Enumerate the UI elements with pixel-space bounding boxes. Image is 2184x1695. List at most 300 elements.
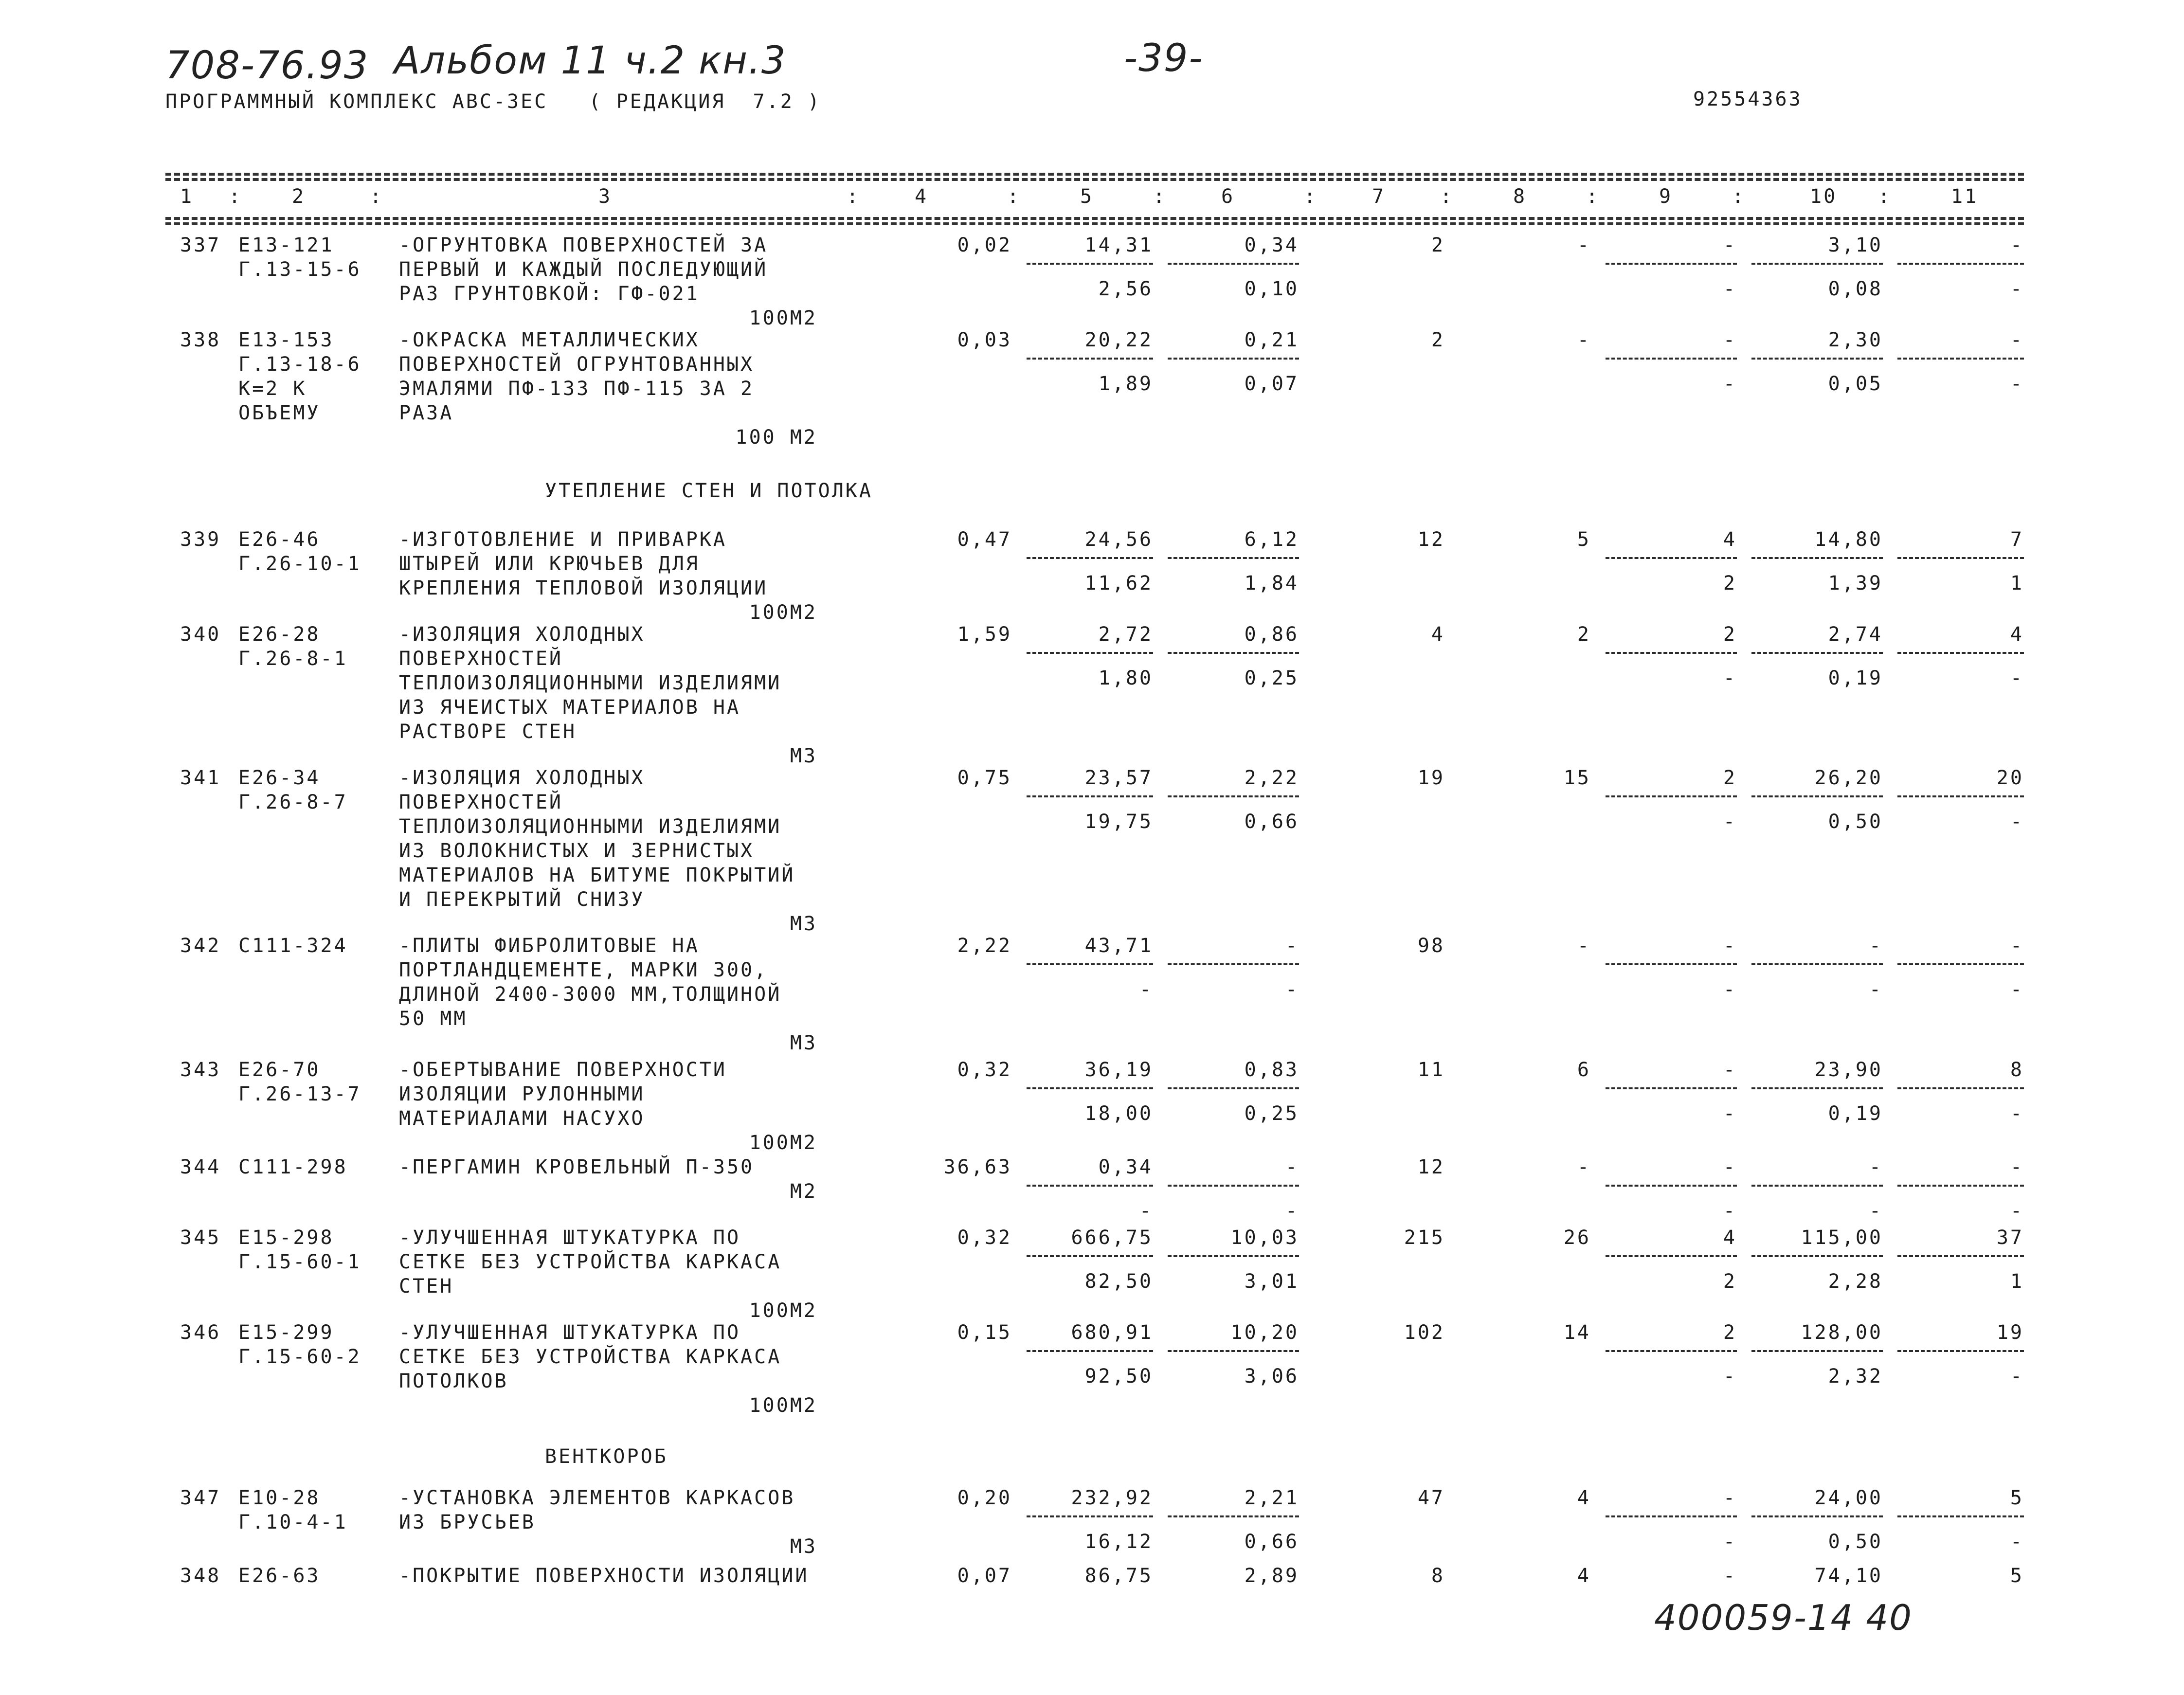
column-header: 2 <box>292 185 306 208</box>
cell-c10: 2,30 <box>1828 329 1883 351</box>
cell-c9: 2 <box>1723 1321 1737 1344</box>
cell-c7: 47 <box>1417 1487 1445 1509</box>
column-header: 1 <box>180 185 194 208</box>
cell-divider <box>1751 358 1883 360</box>
cell-divider <box>1897 1087 2024 1089</box>
cell-divider <box>1897 358 2024 360</box>
unit-of-measure: 100М2 <box>749 601 817 624</box>
cell-c7: 19 <box>1417 767 1445 789</box>
cell-c4: 0,32 <box>957 1226 1012 1249</box>
cell-c5: 23,57 <box>1084 767 1153 789</box>
cell-c6b: 0,10 <box>1244 278 1299 300</box>
column-separator: : <box>229 185 241 208</box>
cell-divider <box>1751 1087 1883 1089</box>
price-code: Г.10-4-1 <box>238 1511 348 1533</box>
cell-c7: 12 <box>1417 1156 1445 1178</box>
cell-c11b: - <box>2010 1531 2024 1553</box>
work-description: ПОВЕРХНОСТЕЙ <box>399 791 563 813</box>
cell-c5: 0,34 <box>1098 1156 1153 1178</box>
cell-c6: 10,20 <box>1230 1321 1299 1344</box>
cell-c9b: 2 <box>1723 1270 1737 1293</box>
cell-divider <box>1897 963 2024 965</box>
cell-c11: - <box>2010 1156 2024 1178</box>
price-code: Е13-153 <box>238 329 334 351</box>
cell-c10: 115,00 <box>1801 1226 1883 1249</box>
row-number: 346 <box>180 1321 221 1344</box>
work-description: РАЗА <box>399 402 454 424</box>
section-title: УТЕПЛЕНИЕ СТЕН И ПОТОЛКА <box>545 480 873 502</box>
price-code: Г.15-60-1 <box>238 1251 361 1273</box>
cell-c9: 4 <box>1723 528 1737 551</box>
cell-c6: 0,86 <box>1244 623 1299 646</box>
cell-divider <box>1027 963 1153 965</box>
cell-c11: - <box>2010 329 2024 351</box>
cell-c9: - <box>1723 1156 1737 1178</box>
work-description: ПОРТЛАНДЦЕМЕНТЕ, МАРКИ 300, <box>399 959 768 981</box>
cell-c10b: 0,50 <box>1828 811 1883 833</box>
work-description: -ОКРАСКА МЕТАЛЛИЧЕСКИХ <box>399 329 700 351</box>
handwritten-album: Альбом 11 ч.2 кн.3 <box>394 39 787 83</box>
price-code: Е26-28 <box>238 623 321 646</box>
cell-c10: 14,80 <box>1814 528 1883 551</box>
price-code: Г.13-15-6 <box>238 258 361 281</box>
cell-divider <box>1606 1350 1737 1352</box>
price-code: Е10-28 <box>238 1487 321 1509</box>
cell-divider <box>1897 557 2024 559</box>
cell-c11b: - <box>2010 1102 2024 1125</box>
cell-c10: 128,00 <box>1801 1321 1883 1344</box>
cell-c11b: - <box>2010 278 2024 300</box>
cell-c4: 2,22 <box>957 935 1012 957</box>
cell-c6: 6,12 <box>1244 528 1299 551</box>
cell-c10b: 0,19 <box>1828 1102 1883 1125</box>
price-code: ОБЪЕМУ <box>238 402 321 424</box>
cell-c10b: 0,50 <box>1828 1531 1883 1553</box>
cell-c7: 2 <box>1431 329 1445 351</box>
column-header: 9 <box>1659 185 1673 208</box>
row-number: 344 <box>180 1156 221 1178</box>
price-code: Г.15-60-2 <box>238 1346 361 1368</box>
cell-divider <box>1751 1515 1883 1517</box>
cell-divider <box>1168 1185 1299 1187</box>
price-code: Г.26-8-7 <box>238 791 348 813</box>
cell-c5b: 19,75 <box>1084 811 1153 833</box>
cell-c10b: 1,39 <box>1828 572 1883 595</box>
cell-c9b: - <box>1723 373 1737 395</box>
cell-c5: 43,71 <box>1084 935 1153 957</box>
work-description: МАТЕРИАЛОВ НА БИТУМЕ ПОКРЫТИЙ <box>399 864 795 886</box>
price-code: Е13-121 <box>238 234 334 256</box>
unit-of-measure: М3 <box>790 1535 817 1558</box>
cell-c11: 5 <box>2010 1487 2024 1509</box>
price-code: Г.26-13-7 <box>238 1083 361 1105</box>
cell-c9: - <box>1723 935 1737 957</box>
work-description: ТЕПЛОИЗОЛЯЦИОННЫМИ ИЗДЕЛИЯМИ <box>399 672 782 694</box>
cell-c6: 2,21 <box>1244 1487 1299 1509</box>
work-description: -УСТАНОВКА ЭЛЕМЕНТОВ КАРКАСОВ <box>399 1487 795 1509</box>
cell-divider <box>1027 1185 1153 1187</box>
price-code: Е26-46 <box>238 528 321 551</box>
price-code: Е26-70 <box>238 1059 321 1081</box>
work-description: СЕТКЕ БЕЗ УСТРОЙСТВА КАРКАСА <box>399 1346 782 1368</box>
cell-divider <box>1168 1255 1299 1257</box>
cell-c4: 0,20 <box>957 1487 1012 1509</box>
cell-divider <box>1751 1350 1883 1352</box>
cell-c5b: 11,62 <box>1084 572 1153 595</box>
cell-c6b: 3,06 <box>1244 1365 1299 1388</box>
cell-c10: 23,90 <box>1814 1059 1883 1081</box>
cell-c5b: - <box>1139 978 1153 1001</box>
cell-c8: 4 <box>1577 1565 1591 1587</box>
price-code: Г.26-10-1 <box>238 553 361 575</box>
work-description: -ИЗОЛЯЦИЯ ХОЛОДНЫХ <box>399 623 645 646</box>
column-header: 8 <box>1513 185 1527 208</box>
work-description: ЭМАЛЯМИ ПФ-133 ПФ-115 ЗА 2 <box>399 378 755 400</box>
cell-c6b: 0,66 <box>1244 1531 1299 1553</box>
cell-divider <box>1897 1515 2024 1517</box>
column-header: 4 <box>915 185 929 208</box>
row-number: 341 <box>180 767 221 789</box>
cell-c11b: - <box>2010 978 2024 1001</box>
work-description: КРЕПЛЕНИЯ ТЕПЛОВОЙ ИЗОЛЯЦИИ <box>399 577 768 599</box>
work-description: 50 ММ <box>399 1008 468 1030</box>
cell-divider <box>1606 652 1737 654</box>
price-code: Г.26-8-1 <box>238 648 348 670</box>
cell-c4: 0,32 <box>957 1059 1012 1081</box>
cell-c9b: - <box>1723 978 1737 1001</box>
cell-divider <box>1606 795 1737 797</box>
cell-c8: - <box>1577 234 1591 256</box>
cell-c8: 15 <box>1563 767 1591 789</box>
column-separator: : <box>1878 185 1890 208</box>
cell-c9: 2 <box>1723 623 1737 646</box>
unit-of-measure: 100 М2 <box>735 426 817 449</box>
cell-divider <box>1606 358 1737 360</box>
cell-divider <box>1027 1350 1153 1352</box>
handwritten-stamp: 400059-14 40 <box>1654 1597 1913 1638</box>
work-description: ШТЫРЕЙ ИЛИ КРЮЧЬЕВ ДЛЯ <box>399 553 700 575</box>
cell-divider <box>1751 1185 1883 1187</box>
price-code: Е26-34 <box>238 767 321 789</box>
cell-c9b: - <box>1723 1365 1737 1388</box>
handwritten-page-mark: -39- <box>1124 36 1204 80</box>
cell-c11b: - <box>2010 811 2024 833</box>
cell-c10b: 0,05 <box>1828 373 1883 395</box>
cell-c6b: 0,25 <box>1244 667 1299 689</box>
unit-of-measure: М2 <box>790 1180 817 1203</box>
cell-c11b: - <box>2010 667 2024 689</box>
cell-divider <box>1027 263 1153 265</box>
header-bottom-rule <box>165 217 2024 220</box>
column-header: 5 <box>1080 185 1094 208</box>
cell-c10b: 2,32 <box>1828 1365 1883 1388</box>
work-description: -ИЗГОТОВЛЕНИЕ И ПРИВАРКА <box>399 528 727 551</box>
cell-c5: 20,22 <box>1084 329 1153 351</box>
row-number: 342 <box>180 935 221 957</box>
row-number: 348 <box>180 1565 221 1587</box>
column-separator: : <box>1732 185 1744 208</box>
cell-c10b: 0,19 <box>1828 667 1883 689</box>
row-number: 340 <box>180 623 221 646</box>
work-description: МАТЕРИАЛАМИ НАСУХО <box>399 1107 645 1130</box>
cell-c7: 215 <box>1404 1226 1445 1249</box>
cell-c5b: - <box>1139 1200 1153 1222</box>
cell-c10: 24,00 <box>1814 1487 1883 1509</box>
cell-c5b: 16,12 <box>1084 1531 1153 1553</box>
cell-c11: 5 <box>2010 1565 2024 1587</box>
cell-c6: 2,22 <box>1244 767 1299 789</box>
work-description: -ОГРУНТОВКА ПОВЕРХНОСТЕЙ ЗА <box>399 234 768 256</box>
column-separator: : <box>1304 185 1316 208</box>
column-header: 3 <box>598 185 613 208</box>
cell-c10: - <box>1869 1156 1883 1178</box>
work-description: ПОВЕРХНОСТЕЙ ОГРУНТОВАННЫХ <box>399 353 755 376</box>
cell-c9: - <box>1723 1059 1737 1081</box>
cell-c5: 232,92 <box>1071 1487 1153 1509</box>
cell-divider <box>1168 557 1299 559</box>
cell-c11b: - <box>2010 373 2024 395</box>
cell-divider <box>1606 1255 1737 1257</box>
column-separator: : <box>1007 185 1019 208</box>
cell-c5: 86,75 <box>1084 1565 1153 1587</box>
cell-c5b: 1,89 <box>1098 373 1153 395</box>
cell-divider <box>1168 1087 1299 1089</box>
cell-c11: - <box>2010 234 2024 256</box>
cell-divider <box>1897 652 2024 654</box>
cell-c7: 8 <box>1431 1565 1445 1587</box>
cell-c7: 4 <box>1431 623 1445 646</box>
cell-c11: - <box>2010 935 2024 957</box>
cell-divider <box>1168 963 1299 965</box>
cell-c10: 2,74 <box>1828 623 1883 646</box>
cell-c6b: 3,01 <box>1244 1270 1299 1293</box>
cell-c5: 14,31 <box>1084 234 1153 256</box>
price-code: Г.13-18-6 <box>238 353 361 376</box>
cell-c4: 0,47 <box>957 528 1012 551</box>
section-title: ВЕНТКОРОБ <box>545 1445 668 1468</box>
row-number: 345 <box>180 1226 221 1249</box>
cell-divider <box>1027 358 1153 360</box>
price-code: Е15-298 <box>238 1226 334 1249</box>
cell-c6: 2,89 <box>1244 1565 1299 1587</box>
cell-c4: 1,59 <box>957 623 1012 646</box>
cell-divider <box>1027 557 1153 559</box>
cell-c11: 7 <box>2010 528 2024 551</box>
cell-divider <box>1606 557 1737 559</box>
cell-divider <box>1751 1255 1883 1257</box>
cell-c10: 74,10 <box>1814 1565 1883 1587</box>
cell-c5: 680,91 <box>1071 1321 1153 1344</box>
cell-divider <box>1168 1515 1299 1517</box>
cell-divider <box>1751 557 1883 559</box>
price-code: Е15-299 <box>238 1321 334 1344</box>
row-number: 338 <box>180 329 221 351</box>
cell-divider <box>1606 1185 1737 1187</box>
cell-divider <box>1606 263 1737 265</box>
row-number: 347 <box>180 1487 221 1509</box>
cell-divider <box>1027 1255 1153 1257</box>
work-description: ДЛИНОЙ 2400-3000 ММ,ТОЛЩИНОЙ <box>399 983 782 1006</box>
cell-divider <box>1027 1515 1153 1517</box>
column-separator: : <box>370 185 382 208</box>
cell-c9: - <box>1723 1565 1737 1587</box>
cell-c11b: 1 <box>2010 572 2024 595</box>
cell-c5: 36,19 <box>1084 1059 1153 1081</box>
price-code: Е26-63 <box>238 1565 321 1587</box>
cell-c8: 5 <box>1577 528 1591 551</box>
unit-of-measure: М3 <box>790 913 817 935</box>
cell-c5: 2,72 <box>1098 623 1153 646</box>
cell-c9: - <box>1723 1487 1737 1509</box>
cell-c9b: - <box>1723 1102 1737 1125</box>
cell-c6b: 0,07 <box>1244 373 1299 395</box>
cell-c4: 0,07 <box>957 1565 1012 1587</box>
work-description: И ПЕРЕКРЫТИЙ СНИЗУ <box>399 888 645 911</box>
work-description: СТЕН <box>399 1275 454 1298</box>
cell-c6b: - <box>1285 1200 1299 1222</box>
row-number: 343 <box>180 1059 221 1081</box>
work-description: -ПОКРЫТИЕ ПОВЕРХНОСТИ ИЗОЛЯЦИИ <box>399 1565 809 1587</box>
cell-c8: 14 <box>1563 1321 1591 1344</box>
cell-divider <box>1168 795 1299 797</box>
cell-c10b: - <box>1869 978 1883 1001</box>
work-description: ИЗ ВОЛОКНИСТЫХ И ЗЕРНИСТЫХ <box>399 840 755 862</box>
cell-c4: 0,75 <box>957 767 1012 789</box>
cell-c9b: - <box>1723 1531 1737 1553</box>
column-header: 10 <box>1810 185 1838 208</box>
work-description: РАЗ ГРУНТОВКОЙ: ГФ-021 <box>399 283 700 305</box>
cell-c7: 102 <box>1404 1321 1445 1344</box>
cell-c6: - <box>1285 1156 1299 1178</box>
cell-c11: 20 <box>1996 767 2024 789</box>
column-separator: : <box>847 185 859 208</box>
column-header: 6 <box>1221 185 1235 208</box>
column-separator: : <box>1153 185 1165 208</box>
cell-c9: - <box>1723 329 1737 351</box>
cell-c9: 4 <box>1723 1226 1737 1249</box>
cell-divider <box>1751 963 1883 965</box>
cell-divider <box>1751 795 1883 797</box>
cell-divider <box>1606 1515 1737 1517</box>
cell-c10b: 0,08 <box>1828 278 1883 300</box>
cell-c9b: 2 <box>1723 572 1737 595</box>
cell-c5: 24,56 <box>1084 528 1153 551</box>
cell-c11: 4 <box>2010 623 2024 646</box>
program-line: ПРОГРАММНЫЙ КОМПЛЕКС АВС-3ЕС ( РЕДАКЦИЯ 7.2 ) <box>165 90 821 113</box>
cell-c5: 666,75 <box>1071 1226 1153 1249</box>
cell-c9b: - <box>1723 1200 1737 1222</box>
work-description: -ПЕРГАМИН КРОВЕЛЬНЫЙ П-350 <box>399 1156 755 1178</box>
table-top-rule <box>165 173 2024 176</box>
cell-c6b: - <box>1285 978 1299 1001</box>
work-description: ТЕПЛОИЗОЛЯЦИОННЫМИ ИЗДЕЛИЯМИ <box>399 815 782 838</box>
price-code: С111-324 <box>238 935 348 957</box>
handwritten-doc-code: 708-76.93 <box>165 44 369 88</box>
work-description: -ИЗОЛЯЦИЯ ХОЛОДНЫХ <box>399 767 645 789</box>
work-description: ИЗОЛЯЦИИ РУЛОННЫМИ <box>399 1083 645 1105</box>
unit-of-measure: М3 <box>790 745 817 767</box>
work-description: -ОБЕРТЫВАНИЕ ПОВЕРХНОСТИ <box>399 1059 727 1081</box>
work-description: ПОВЕРХНОСТЕЙ <box>399 648 563 670</box>
work-description: СЕТКЕ БЕЗ УСТРОЙСТВА КАРКАСА <box>399 1251 782 1273</box>
cell-c10b: 2,28 <box>1828 1270 1883 1293</box>
cell-c11: 8 <box>2010 1059 2024 1081</box>
cell-c8: - <box>1577 935 1591 957</box>
cell-divider <box>1027 1087 1153 1089</box>
cell-divider <box>1606 1087 1737 1089</box>
price-code: С111-298 <box>238 1156 348 1178</box>
cell-c4: 0,02 <box>957 234 1012 256</box>
cell-c6: 0,83 <box>1244 1059 1299 1081</box>
cell-divider <box>1027 652 1153 654</box>
cell-divider <box>1751 652 1883 654</box>
column-header: 11 <box>1951 185 1979 208</box>
cell-divider <box>1027 795 1153 797</box>
cell-c8: - <box>1577 1156 1591 1178</box>
row-number: 337 <box>180 234 221 256</box>
cell-c6b: 1,84 <box>1244 572 1299 595</box>
work-description: -УЛУЧШЕННАЯ ШТУКАТУРКА ПО <box>399 1321 741 1344</box>
cell-divider <box>1897 1350 2024 1352</box>
cell-c8: - <box>1577 329 1591 351</box>
cell-c6: 0,21 <box>1244 329 1299 351</box>
cell-c7: 98 <box>1417 935 1445 957</box>
cell-divider <box>1606 963 1737 965</box>
unit-of-measure: 100М2 <box>749 1299 817 1322</box>
unit-of-measure: М3 <box>790 1032 817 1054</box>
cell-c6: - <box>1285 935 1299 957</box>
cell-divider <box>1897 1255 2024 1257</box>
cell-divider <box>1897 1185 2024 1187</box>
cell-divider <box>1751 263 1883 265</box>
cell-divider <box>1897 795 2024 797</box>
unit-of-measure: 100М2 <box>749 1394 817 1417</box>
cell-c11b: - <box>2010 1200 2024 1222</box>
column-header: 7 <box>1372 185 1386 208</box>
cell-c10: 26,20 <box>1814 767 1883 789</box>
cell-c8: 26 <box>1563 1226 1591 1249</box>
cell-c4: 36,63 <box>943 1156 1012 1178</box>
cell-divider <box>1168 263 1299 265</box>
column-separator: : <box>1586 185 1598 208</box>
cell-c10: 3,10 <box>1828 234 1883 256</box>
work-description: -УЛУЧШЕННАЯ ШТУКАТУРКА ПО <box>399 1226 741 1249</box>
cell-c5b: 2,56 <box>1098 278 1153 300</box>
unit-of-measure: 100М2 <box>749 307 817 329</box>
work-description: ИЗ ЯЧЕИСТЫХ МАТЕРИАЛОВ НА <box>399 696 741 719</box>
work-description: ПОТОЛКОВ <box>399 1370 508 1392</box>
cell-c11: 19 <box>1996 1321 2024 1344</box>
cell-c11: 37 <box>1996 1226 2024 1249</box>
cell-c11b: - <box>2010 1365 2024 1388</box>
cell-c7: 12 <box>1417 528 1445 551</box>
cell-c9b: - <box>1723 667 1737 689</box>
cell-c9b: - <box>1723 278 1737 300</box>
cell-c7: 2 <box>1431 234 1445 256</box>
table-top-rule-2 <box>165 178 2024 181</box>
work-description: -ПЛИТЫ ФИБРОЛИТОВЫЕ НА <box>399 935 700 957</box>
cell-c8: 4 <box>1577 1487 1591 1509</box>
cell-c10: - <box>1869 935 1883 957</box>
cell-divider <box>1168 1350 1299 1352</box>
cell-c9: - <box>1723 234 1737 256</box>
column-separator: : <box>1440 185 1452 208</box>
cell-c4: 0,15 <box>957 1321 1012 1344</box>
cell-c10b: - <box>1869 1200 1883 1222</box>
cell-c5b: 18,00 <box>1084 1102 1153 1125</box>
cell-divider <box>1897 263 2024 265</box>
cell-c5b: 1,80 <box>1098 667 1153 689</box>
